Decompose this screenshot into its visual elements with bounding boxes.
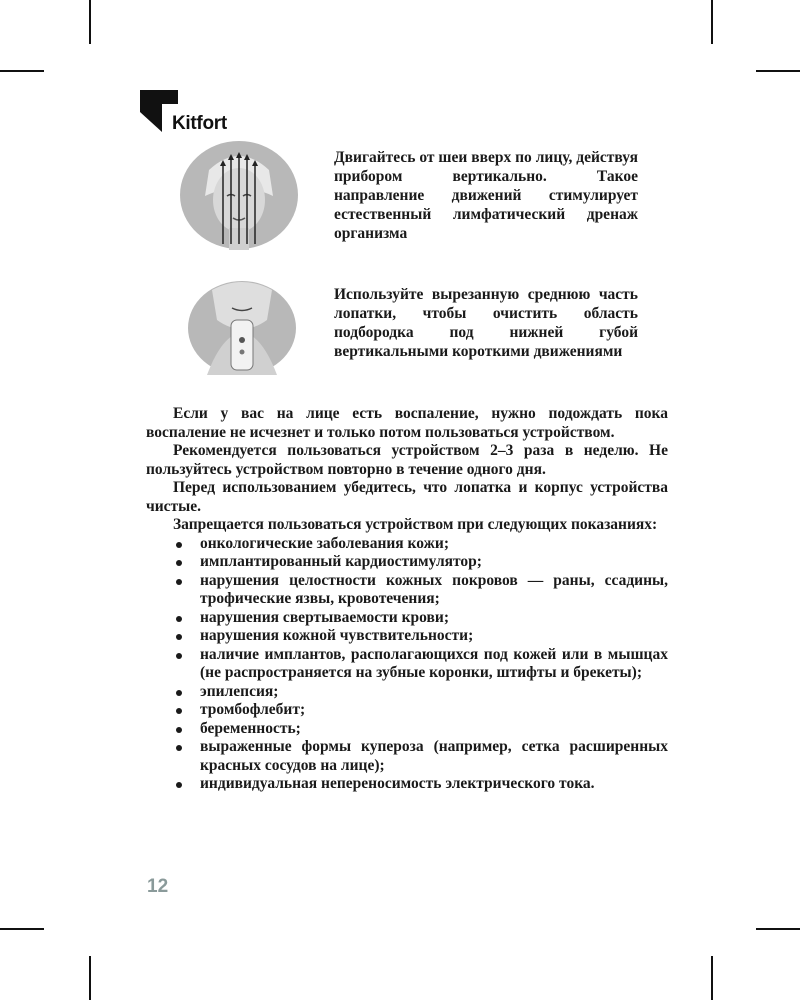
warning-heading: Запрещается пользоваться устройством при следующих показаниях:: [173, 516, 658, 533]
crop-mark: [711, 0, 713, 44]
chin-device-icon: [187, 280, 297, 376]
paragraph: Если у вас на лице есть воспаление, нужно подождать пока воспаление не исчезнет и только потом пользоваться устройством.: [146, 405, 668, 441]
list-item: имплантированный кардиостимулятор;: [174, 553, 668, 572]
logo-wordmark: Kitfort: [172, 113, 227, 134]
main-text: [146, 405, 668, 794]
kitfort-logo: [140, 90, 227, 132]
crop-mark: [89, 0, 91, 44]
instruction-text-1: Двигайтесь от шеи вверх по лицу, действуя прибором вертикально. Такое направление движений стимулирует естественный лимфатический дренаж организма: [334, 149, 638, 242]
crop-mark: [0, 928, 44, 930]
list-item: наличие имплантов, располагающихся под кожей или в мышцах (не распространяется на зубные коронки, штифты и брекеты);: [174, 646, 668, 683]
logo-mark-icon: [140, 90, 178, 132]
page-number: 12: [147, 876, 169, 897]
list-item: беременность;: [174, 720, 668, 739]
list-item: выраженные формы купероза (например, сетка расширенных красных сосудов на лице);: [174, 738, 668, 775]
instruction-text-2: Используйте вырезанную среднюю часть лопатки, чтобы очистить область подбородка под нижней губой вертикальными короткими движениями: [334, 286, 638, 360]
list-item: нарушения свертываемости крови;: [174, 609, 668, 628]
face-vertical-arrows-icon: [179, 140, 299, 250]
list-item: тромбофлебит;: [174, 701, 668, 720]
crop-mark: [756, 928, 800, 930]
list-item: индивидуальная непереносимость электрического тока.: [174, 775, 668, 794]
list-item: онкологические заболевания кожи;: [174, 535, 668, 554]
paragraph: Перед использованием убедитесь, что лопатка и корпус устройства чистые.: [146, 479, 668, 515]
crop-mark: [0, 70, 44, 72]
list-item: нарушения кожной чувствительности;: [174, 627, 668, 646]
crop-mark: [756, 70, 800, 72]
list-item: нарушения целостности кожных покровов — раны, ссадины, трофические язвы, кровотечения;: [174, 572, 668, 609]
crop-mark: [89, 956, 91, 1000]
paragraph: Рекомендуется пользоваться устройством 2–3 раза в неделю. Не пользуйтесь устройством повторно в течение одного дня.: [146, 442, 668, 478]
contraindications-list: [146, 535, 668, 794]
list-item: эпилепсия;: [174, 683, 668, 702]
crop-mark: [711, 956, 713, 1000]
